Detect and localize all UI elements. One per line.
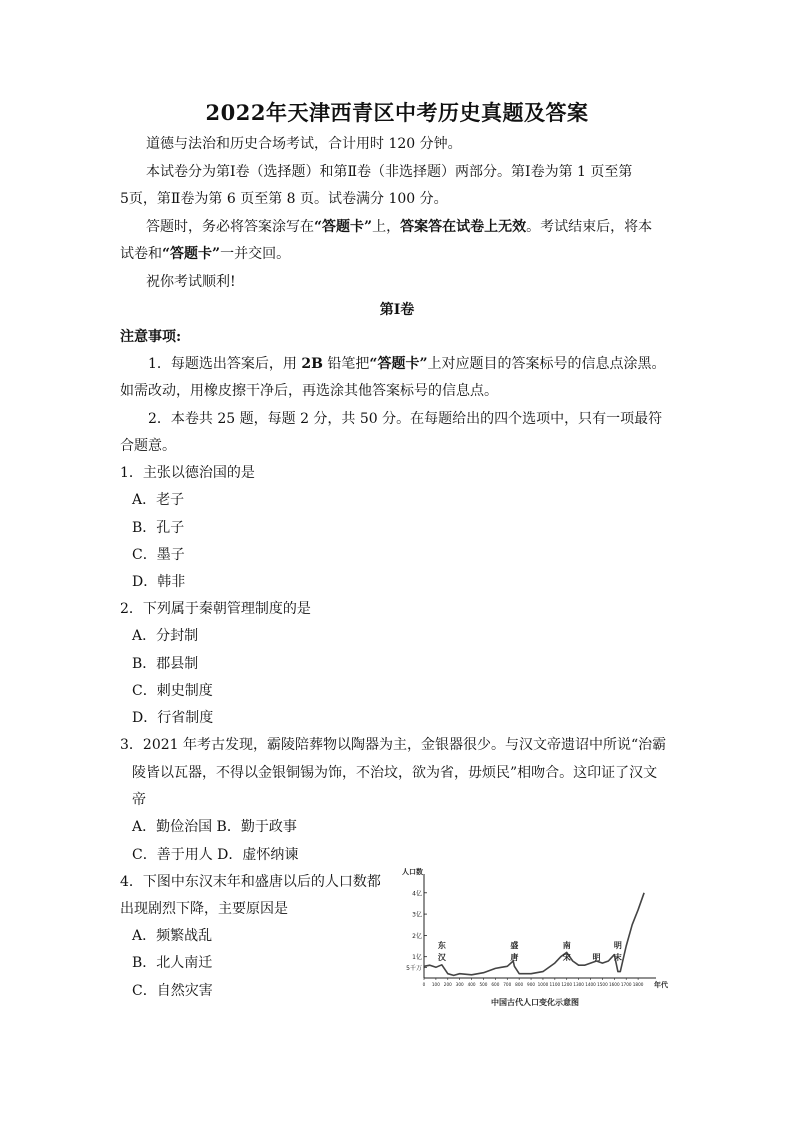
- x-tick-label: 1700: [620, 982, 632, 987]
- population-chart-svg: [400, 866, 670, 1011]
- question-3-stem-line-3: 帝: [132, 792, 146, 808]
- intro-line-5: [120, 244, 290, 264]
- y-tick-label: 1亿: [412, 954, 422, 962]
- chart-title: 中国古代人口变化示意图: [491, 998, 579, 1007]
- notice-1-a: 1．每题选出答案后，用: [148, 356, 297, 372]
- intro-line-5-a: 试卷和: [120, 246, 162, 262]
- question-1-stem: 1．主张以德治国的是: [120, 465, 255, 481]
- x-axis-label: 年代: [654, 981, 668, 989]
- question-2-option-c: C．刺史制度: [132, 683, 213, 699]
- pencil-type: 2B: [301, 356, 323, 372]
- question-4-stem-line-1: 4．下图中东汉末年和盛唐以后的人口数都: [120, 874, 381, 890]
- intro-line-4: [146, 217, 652, 237]
- x-tick-label: 1100: [549, 982, 561, 987]
- y-tick-label: 5千万: [406, 964, 422, 972]
- annotation-label: 南: [562, 941, 571, 950]
- x-tick-label: 1800: [632, 982, 644, 987]
- intro-line-4-e: 。考试结束后，将本: [526, 219, 653, 235]
- question-4-option-b: B．北人南迁: [132, 955, 213, 971]
- question-4-stem-line-2: 出现剧烈下降，主要原因是: [120, 901, 288, 917]
- answer-card-term: “答题卡”: [314, 219, 373, 235]
- question-1-option-a: A．老子: [132, 492, 185, 508]
- question-3-stem-line-1: 3．2021 年考古发现，霸陵陪葬物以陶器为主，金银器很少。与汉文帝遗诏中所说“治霸: [120, 737, 667, 753]
- question-1-option-b: B．孔子: [132, 520, 185, 536]
- question-4-option-a: A．频繁战乱: [132, 928, 213, 944]
- notice-1-line-1: [148, 354, 666, 374]
- intro-line-5-c: 一并交回。: [220, 246, 291, 262]
- x-tick-label: 0: [422, 982, 426, 987]
- y-axis-label: 人口数: [402, 868, 423, 876]
- x-tick-label: 500: [479, 982, 488, 987]
- x-tick-label: 900: [527, 982, 536, 987]
- annotation-label: 末: [613, 953, 622, 962]
- annotation-label: 汉: [437, 953, 446, 962]
- intro-line-6: 祝你考试顺利!: [146, 274, 236, 290]
- annotation-label: 东: [437, 941, 446, 950]
- question-3-options-cd: C．善于用人 D．虚怀纳谏: [132, 847, 299, 863]
- x-tick-label: 1200: [561, 982, 573, 987]
- question-3-options-ab: A．勤俭治国 B．勤于政事: [132, 819, 297, 835]
- y-tick-label: 3亿: [412, 911, 422, 919]
- question-1-option-c: C．墨子: [132, 547, 185, 563]
- intro-line-3: 5页，第Ⅱ卷为第 6 页至第 8 页。试卷满分 100 分。: [120, 191, 448, 207]
- question-3-stem-line-2: 陵皆以瓦器，不得以金银铜锡为饰，不治坟，欲为省，毋烦民”相吻合。这印证了汉文: [132, 765, 658, 781]
- notice-heading: 注意事项:: [120, 329, 182, 345]
- notice-1-e: 上对应题目的答案标号的信息点涂黑。: [427, 356, 666, 372]
- population-series-line: [424, 893, 644, 976]
- notice-2-line-2: 合题意。: [120, 438, 176, 454]
- x-tick-label: 100: [431, 982, 440, 987]
- population-chart: [400, 866, 670, 1011]
- y-tick-label: 4亿: [412, 890, 422, 898]
- notice-1-line-2: 如需改动，用橡皮擦干净后，再选涂其他答案标号的信息点。: [120, 383, 498, 399]
- x-tick-label: 1300: [573, 982, 584, 987]
- question-2-stem: 2．下列属于秦朝管理制度的是: [120, 601, 311, 617]
- x-tick-label: 1000: [537, 982, 549, 987]
- x-tick-label: 200: [443, 982, 452, 987]
- x-tick-label: 300: [455, 982, 464, 987]
- intro-line-4-a: 答题时，务必将答案涂写在: [146, 219, 314, 235]
- notice-1-c: 铅笔把: [327, 356, 370, 372]
- annotation-label: 明: [592, 953, 601, 962]
- x-tick-label: 1400: [585, 982, 596, 987]
- question-2-option-a: A．分封制: [132, 628, 199, 644]
- x-tick-label: 1600: [608, 982, 620, 987]
- annotation-label: 宋: [562, 953, 571, 962]
- question-1-option-d: D．韩非: [132, 574, 186, 590]
- invalid-answer-warning: 答案答在试卷上无效: [400, 219, 527, 235]
- question-2-option-b: B．郡县制: [132, 656, 199, 672]
- intro-line-1: 道德与法治和历史合场考试，合计用时 120 分钟。: [146, 136, 462, 152]
- y-tick-label: 2亿: [412, 932, 422, 940]
- notice-2-line-1: 2．本卷共 25 题，每题 2 分，共 50 分。在每题给出的四个选项中，只有一项最符: [148, 411, 663, 427]
- answer-card-term: “答题卡”: [369, 356, 428, 372]
- x-tick-label: 700: [503, 982, 512, 987]
- question-2-option-d: D．行省制度: [132, 710, 214, 726]
- section-heading: 第Ⅰ卷: [379, 302, 415, 318]
- x-tick-label: 400: [467, 982, 476, 987]
- intro-line-4-c: 上，: [372, 219, 401, 235]
- annotation-label: 明: [613, 941, 622, 950]
- annotation-label: 唐: [510, 953, 519, 962]
- annotation-label: 盛: [510, 941, 519, 950]
- intro-line-2: 本试卷分为第Ⅰ卷（选择题）和第Ⅱ卷（非选择题）两部分。第Ⅰ卷为第 1 页至第: [146, 164, 633, 180]
- x-tick-label: 600: [491, 982, 500, 987]
- page-title: 2022年天津西青区中考历史真题及答案: [205, 100, 589, 125]
- x-tick-label: 800: [515, 982, 524, 987]
- answer-card-term: “答题卡”: [162, 246, 221, 262]
- x-tick-label: 1500: [597, 982, 608, 987]
- question-4-option-c: C．自然灾害: [132, 983, 213, 999]
